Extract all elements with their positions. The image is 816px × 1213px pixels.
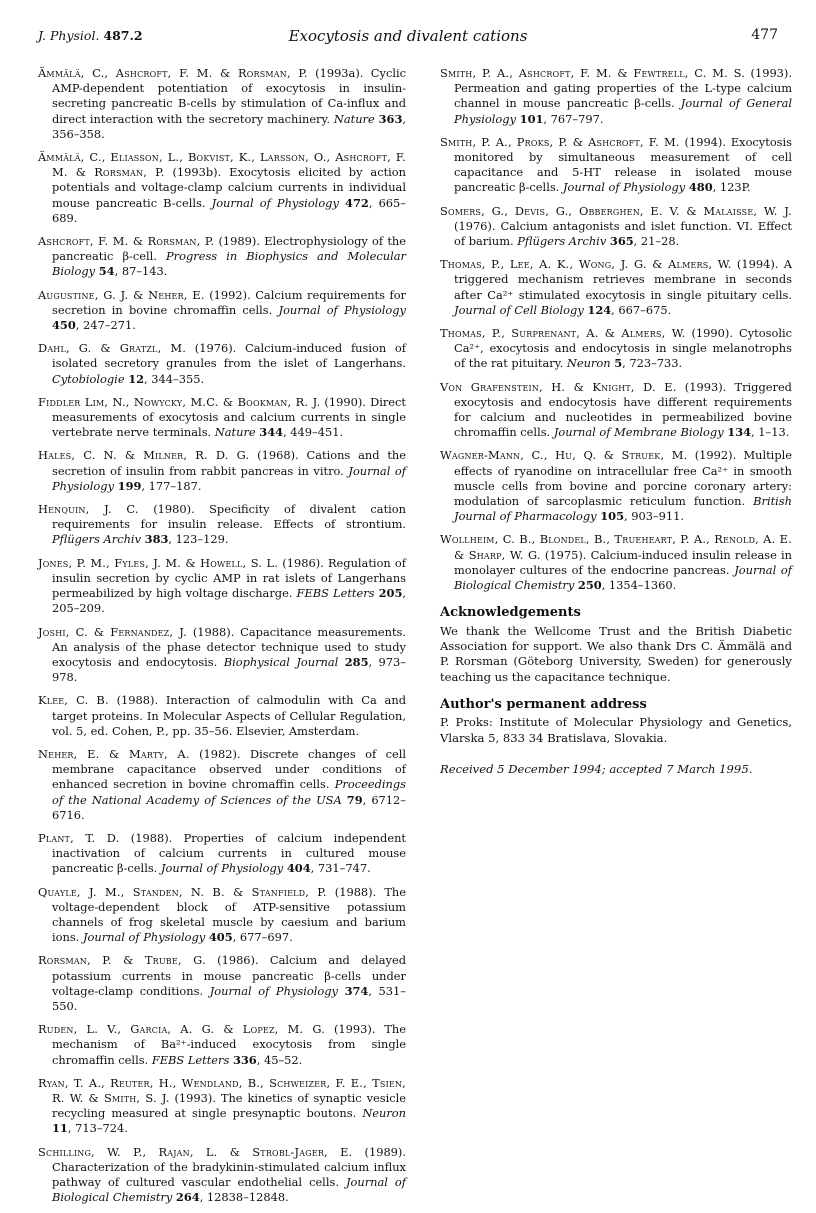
reference-volume: 124	[587, 302, 612, 317]
reference-pages: , 667–675.	[611, 302, 672, 317]
reference-volume: 79	[346, 792, 363, 807]
reference-journal: Journal of Physiology	[278, 302, 406, 317]
journal-volume: 487.2	[103, 28, 143, 43]
reference-title: Direct measurements of exocytosis and calcium currents in single vertebrate nerve terminals.	[52, 394, 406, 440]
reference-volume: 285	[344, 654, 369, 669]
reference-entry	[38, 395, 406, 441]
reference-title: Capacitance measurements. An analysis of the phase detector technique used to study exocytosis and endocytosis.	[52, 624, 407, 669]
references-right-column	[440, 66, 792, 777]
reference-journal: Neuron	[566, 356, 611, 371]
reference-journal: British Journal of Pharmacology	[454, 494, 792, 524]
reference-year: (1986).	[217, 953, 259, 968]
reference-volume: 134	[727, 425, 752, 440]
reference-authors: Ämmälä, C., Eliasson, L., Bokvist, K., Larsson, O., Ashcroft, F. M. & Rorsman, P.	[38, 150, 406, 180]
reference-year: (1968).	[257, 448, 299, 463]
address-heading: Author's permanent address	[440, 697, 647, 713]
reference-volume: 199	[117, 478, 142, 493]
reference-year: (1975).	[544, 547, 587, 562]
reference-year: (1976).	[454, 218, 496, 233]
reference-title: Permeation and gating properties of the L-type calcium channel in mouse pancreatic β-cells.	[454, 81, 792, 111]
reference-year: (1989).	[364, 1144, 406, 1159]
reference-entry	[38, 288, 406, 334]
reference-year: (1993).	[684, 379, 727, 394]
reference-title: Interaction of calmodulin with Ca and target proteins. In Molecular Aspects of Cellular Regulation, vol. 5, ed. Cohen, P., pp. 35–56. Elsevier, Amsterdam.	[52, 693, 406, 738]
reference-year: (1982).	[199, 746, 241, 761]
reference-title: Calcium requirements for secretion in bovine chromaffin cells.	[52, 287, 407, 317]
reference-volume: 480	[688, 180, 713, 195]
reference-title: Calcium-induced insulin release in monolayer cultures of the endocrine pancreas.	[454, 547, 793, 577]
reference-authors: Jones, P. M., Fyles, J. M. & Howell, S. L.	[38, 555, 279, 570]
reference-authors: Von Grafenstein, H. & Knight, D. E.	[440, 379, 677, 394]
reference-title: Triggered exocytosis and endocytosis have different requirements for calcium and nucleotides in permeabilized bovine chromaffin cells.	[454, 379, 792, 440]
reference-entry	[440, 204, 792, 250]
reference-entry	[38, 885, 406, 946]
reference-year: (1994).	[736, 257, 779, 272]
reference-authors: Smith, P. A., Proks, P. & Ashcroft, F. M.	[440, 134, 680, 149]
reference-volume: 336	[232, 1052, 257, 1067]
reference-authors: Ashcroft, F. M. & Rorsman, P.	[38, 234, 215, 249]
reference-year: (1990).	[324, 394, 366, 409]
reference-journal: Pflügers Archiv	[52, 532, 142, 547]
reference-authors: Ruden, L. V., Garcia, A. G. & Lopez, M. G.	[38, 1022, 326, 1037]
reference-journal: Journal of Physiology	[211, 195, 339, 210]
reference-authors: Smith, P. A., Ashcroft, F. M. & Fewtrell, C. M. S.	[440, 66, 746, 80]
reference-journal: Journal of Cell Biology	[454, 302, 584, 317]
references-list-right	[440, 66, 792, 593]
reference-entry	[38, 234, 406, 280]
reference-title: Cyclic AMP-dependent potentiation of exocytosis in insulin-secreting pancreatic B-cells by stimulation of Ca-influx and direct interaction with the secretory machinery.	[52, 66, 406, 126]
reference-journal: Journal of Biological Chemistry	[454, 562, 792, 593]
reference-entry	[38, 150, 406, 226]
reference-entry	[440, 257, 792, 318]
reference-authors: Augustine, G. J. & Neher, E.	[38, 287, 205, 302]
reference-year: (1993).	[174, 1090, 216, 1105]
reference-volume: 264	[175, 1190, 200, 1205]
reference-pages: , 713–724.	[67, 1121, 128, 1136]
reference-pages: , 1354–1360.	[601, 578, 677, 593]
reference-authors: Klee, C. B.	[38, 693, 109, 708]
reference-authors: Wagner-Mann, C., Hu, Q. & Struek, M.	[440, 448, 688, 463]
reference-entry	[38, 831, 406, 877]
reference-pages: , 531–550.	[52, 983, 406, 1013]
reference-volume: 405	[208, 930, 233, 945]
reference-volume: 101	[519, 111, 544, 126]
reference-volume: 250	[577, 578, 602, 593]
reference-volume: 54	[98, 264, 115, 279]
reference-journal: Journal of Physiology	[562, 180, 686, 195]
reference-pages: , 449–451.	[283, 425, 344, 440]
reference-volume: 12	[128, 371, 145, 386]
reference-entry	[440, 448, 792, 524]
reference-year: (1988).	[192, 624, 235, 639]
reference-title: A triggered mechanism retrieves membrane in seconds after Ca²⁺ stimulated exocytosis in single pituitary cells.	[454, 257, 793, 302]
reference-journal: Journal of Membrane Biology	[553, 425, 724, 440]
reference-title: Discrete changes of cell membrane capacitance observed under conditions of enhanced secretion in bovine chromaffin cells.	[52, 746, 407, 792]
address-text: P. Proks: Institute of Molecular Physiology and Genetics, Vlarska 5, 833 34 Bratislava, Slovakia.	[440, 715, 792, 745]
reference-pages: , 177–187.	[141, 478, 202, 493]
reference-year: (1994).	[684, 134, 726, 149]
reference-authors: Schilling, W. P., Rajan, L. & Strobl-Jager, E.	[38, 1144, 353, 1159]
reference-title: Cations and the secretion of insulin from rabbit pancreas in vitro.	[52, 448, 406, 478]
reference-authors: Rorsman, P. & Trube, G.	[38, 953, 206, 968]
reference-authors: Ämmälä, C., Ashcroft, F. M. & Rorsman, P.	[38, 66, 308, 80]
reference-entry	[38, 747, 406, 823]
reference-title: Multiple effects of ryanodine on intracellular free Ca²⁺ in smooth muscle cells from bovine and porcine coronary artery: modulation of sarcoplasmic reticulum function.	[454, 448, 792, 509]
reference-journal: FEBS Letters	[296, 586, 375, 601]
reference-entry	[38, 953, 406, 1014]
reference-pages: , 205–209.	[52, 586, 407, 616]
reference-title: Calcium antagonists and islet function. VI. Effect of barium.	[454, 218, 792, 249]
page-number: 477	[751, 27, 778, 43]
reference-pages: , 767–797.	[543, 111, 604, 126]
reference-journal: Journal of Physiology	[160, 861, 284, 876]
reference-title: The mechanism of Ba²⁺-induced exocytosis from single chromaffin cells.	[52, 1022, 407, 1067]
reference-authors: Thomas, P., Lee, A. K., Wong, J. G. & Almers, W.	[440, 257, 732, 272]
reference-authors: Quayle, J. M., Standen, N. B. & Stanfield, P.	[38, 884, 327, 899]
reference-pages: , 87–143.	[114, 264, 168, 279]
reference-journal: Journal of Physiology	[52, 463, 406, 493]
reference-pages: , 12838–12848.	[199, 1190, 289, 1205]
reference-pages: , 123P.	[712, 180, 751, 195]
reference-entry	[38, 556, 406, 617]
reference-journal: Cytobiologie	[52, 371, 125, 386]
acknowledgements-heading: Acknowledgements	[440, 605, 581, 621]
reference-title: Properties of calcium independent inactivation of calcium currents in cultured mouse pancreatic β-cells.	[52, 830, 406, 876]
reference-entry	[38, 1076, 406, 1137]
reference-journal: Journal of Biological Chemistry	[52, 1175, 407, 1205]
reference-pages: , 677–697.	[232, 930, 293, 945]
reference-volume: 450	[52, 318, 76, 333]
reference-title: The voltage-dependent block of ATP-sensitive potassium channels of frog skeletal muscle by caesium and barium ions.	[52, 884, 406, 945]
reference-authors: Dahl, G. & Gratzl, M.	[38, 341, 187, 356]
reference-pages: , 723–733.	[622, 356, 683, 371]
reference-authors: Fiddler Lim, N., Nowycky, M.C. & Bookman, R. J.	[38, 394, 321, 409]
reference-journal: Journal of Physiology	[209, 983, 338, 998]
reference-journal: FEBS Letters	[151, 1052, 230, 1067]
reference-pages: , 1–13.	[751, 425, 790, 440]
reference-pages: , 247–271.	[75, 318, 136, 333]
reference-entry	[38, 341, 406, 387]
reference-pages: , 45–52.	[256, 1052, 303, 1067]
reference-pages: , 356–358.	[52, 111, 406, 141]
reference-volume: 383	[144, 532, 169, 547]
reference-year: (1990).	[691, 326, 733, 341]
reference-title: Calcium and delayed potassium currents in mouse pancreatic β-cells under voltage-clamp conditions.	[52, 953, 406, 998]
reference-year: (1988).	[116, 693, 159, 708]
reference-year: (1986).	[282, 555, 324, 570]
reference-authors: Wollheim, C. B., Blondel, B., Trueheart, P. A., Renold, A. E. & Sharp, W. G.	[440, 532, 792, 562]
reference-volume: 472	[345, 195, 369, 210]
reference-authors: Plant, T. D.	[38, 830, 120, 845]
reference-entry	[38, 625, 406, 686]
reference-authors: Joshi, C. & Fernandez, J.	[38, 624, 187, 639]
reference-title: Cytosolic Ca²⁺, exocytosis and endocytosis in single melanotrophs of the rat pituitary.	[454, 326, 792, 371]
reference-year: (1976).	[194, 341, 237, 356]
references-left-column	[38, 66, 406, 1213]
reference-entry	[440, 532, 792, 593]
reference-title: Exocytosis elicited by action potentials and voltage-clamp calcium currents in individual mouse pancreatic B-cells.	[52, 165, 406, 210]
reference-entry	[38, 1145, 406, 1206]
reference-volume: 365	[609, 234, 634, 249]
journal-name: J. Physiol.	[38, 28, 100, 43]
reference-entry	[440, 135, 792, 196]
acknowledgements-text: We thank the Wellcome Trust and the British Diabetic Association for support. We also thank Drs C. Ämmälä and P. Rorsman (Göteborg University, Sweden) for generously teaching us the capacitance technique.	[440, 623, 792, 684]
reference-volume: 363	[378, 111, 403, 126]
reference-journal: Journal of General Physiology	[454, 96, 793, 126]
reference-pages: , 973–978.	[52, 654, 406, 685]
reference-volume: 5	[614, 356, 623, 371]
reference-authors: Henquin, J. C.	[38, 502, 139, 517]
reference-volume: 11	[52, 1121, 68, 1136]
reference-journal: Progress in Biophysics and Molecular Biology	[52, 249, 406, 279]
reference-journal: Nature	[214, 425, 256, 440]
reference-journal: Neuron	[362, 1106, 406, 1121]
received-date: Received 5 December 1994; accepted 7 March 1995.	[440, 762, 753, 777]
reference-title: Regulation of insulin secretion by cyclic AMP in rat islets of Langerhans permeabilized by high voltage discharge.	[52, 555, 407, 601]
reference-pages: , 731–747.	[310, 861, 371, 876]
reference-authors: Hales, C. N. & Milner, R. D. G.	[38, 448, 250, 463]
reference-year: (1993).	[750, 66, 792, 80]
reference-pages: , 344–355.	[144, 371, 205, 386]
reference-journal: Biophysical Journal	[223, 654, 339, 669]
reference-authors: Ryan, T. A., Reuter, H., Wendland, B., Schweizer, F. E., Tsien, R. W. & Smith, S. J.	[38, 1075, 406, 1105]
reference-volume: 205	[378, 586, 403, 601]
reference-journal: Journal of Physiology	[82, 930, 206, 945]
reference-year: (1980).	[153, 502, 195, 517]
reference-authors: Thomas, P., Surprenant, A. & Almers, W.	[440, 326, 686, 341]
reference-year: (1993).	[333, 1022, 376, 1037]
page-header	[38, 28, 778, 48]
reference-pages: , 903–911.	[624, 509, 685, 524]
reference-year: (1992).	[209, 287, 251, 302]
reference-year: (1992).	[694, 448, 737, 463]
reference-pages: , 665–689.	[52, 195, 406, 225]
reference-entry	[38, 1022, 406, 1068]
reference-entry	[440, 326, 792, 372]
reference-pages: , 6712–6716.	[52, 792, 406, 822]
reference-title: Calcium-induced fusion of isolated secretory granules from the islet of Langerhans.	[52, 341, 407, 371]
reference-authors: Somers, G., Devis, G., Obberghen, E. V. & Malaisse, W. J.	[440, 203, 792, 218]
reference-year: (1993a).	[315, 66, 364, 80]
running-title: Exocytosis and divalent cations	[288, 27, 528, 45]
reference-entry	[440, 66, 792, 127]
reference-entry	[38, 448, 406, 494]
reference-pages: , 123–129.	[168, 532, 229, 547]
reference-volume: 105	[600, 509, 624, 524]
reference-volume: 344	[259, 425, 284, 440]
reference-title: The kinetics of synaptic vesicle recycling measured at single presynaptic boutons.	[52, 1090, 407, 1121]
reference-title: Specificity of divalent cation requirements for insulin release. Effects of strontium.	[52, 502, 407, 532]
reference-entry	[38, 693, 406, 739]
reference-journal: Pflügers Archiv	[517, 234, 607, 249]
reference-volume: 404	[286, 861, 311, 876]
reference-year: (1993b).	[172, 165, 222, 180]
reference-journal: Proceedings of the National Academy of Sciences of the USA	[52, 777, 406, 807]
reference-year: (1989).	[218, 234, 260, 249]
reference-title: Exocytosis monitored by simultaneous measurement of cell capacitance and 5-HT release in isolated mouse pancreatic β-cells.	[454, 134, 793, 195]
reference-journal: Nature	[333, 111, 375, 126]
reference-volume: 374	[344, 983, 369, 998]
reference-pages: , 21–28.	[633, 234, 680, 249]
reference-year: (1988).	[334, 884, 377, 899]
reference-entry	[38, 66, 406, 142]
reference-entry	[38, 502, 406, 548]
reference-entry	[440, 380, 792, 441]
reference-year: (1988).	[130, 830, 173, 845]
reference-title: Electrophysiology of the pancreatic β-cell.	[52, 234, 406, 264]
reference-title: Characterization of the bradykinin-stimulated calcium influx pathway of cultured vascular endothelial cells.	[52, 1159, 406, 1189]
reference-authors: Neher, E. & Marty, A.	[38, 746, 190, 761]
